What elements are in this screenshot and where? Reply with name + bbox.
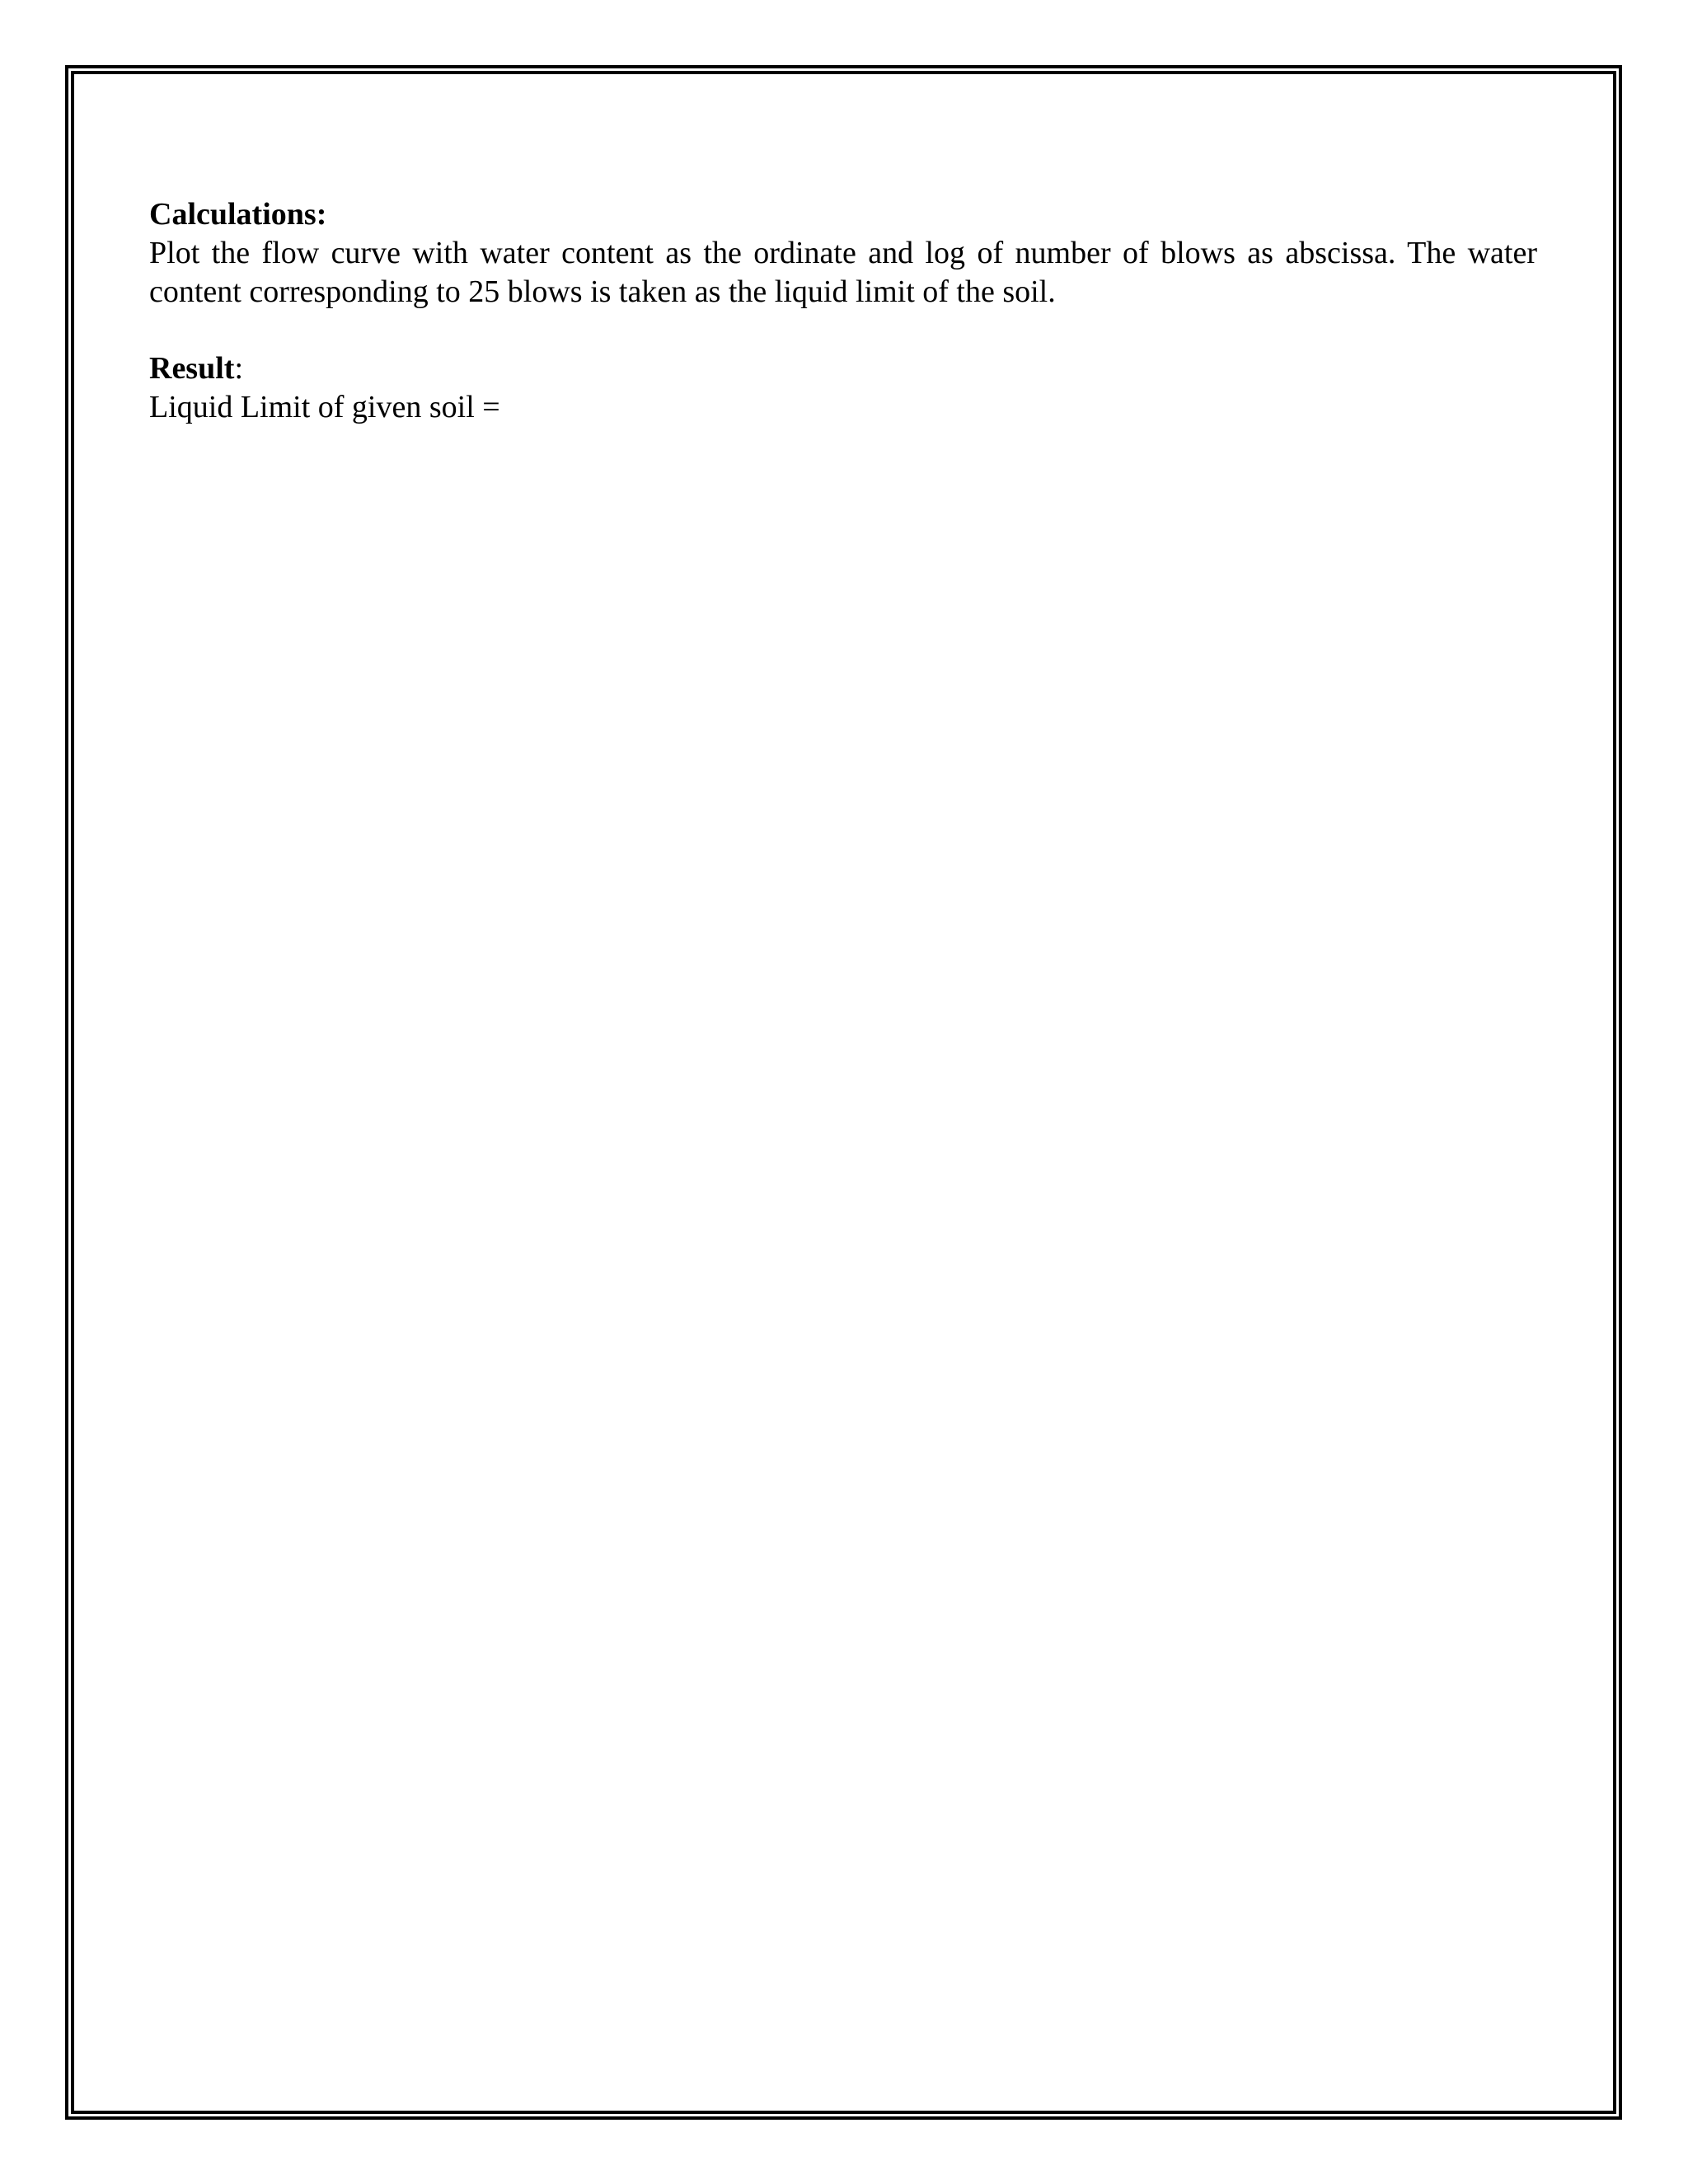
result-text: Liquid Limit of given soil = bbox=[149, 390, 500, 424]
section-spacer bbox=[149, 312, 1537, 349]
result-label: Result bbox=[149, 351, 235, 386]
calculations-heading: Calculations: bbox=[149, 197, 327, 232]
document-body bbox=[149, 195, 1537, 427]
result-heading bbox=[149, 349, 1537, 388]
result-colon: : bbox=[234, 351, 244, 386]
calculations-text: Plot the flow curve with water content as the ordinate and log of number of blows as abscissa. The water content corresponding to 25 blows is taken as the liquid limit of the soil. bbox=[149, 236, 1537, 309]
